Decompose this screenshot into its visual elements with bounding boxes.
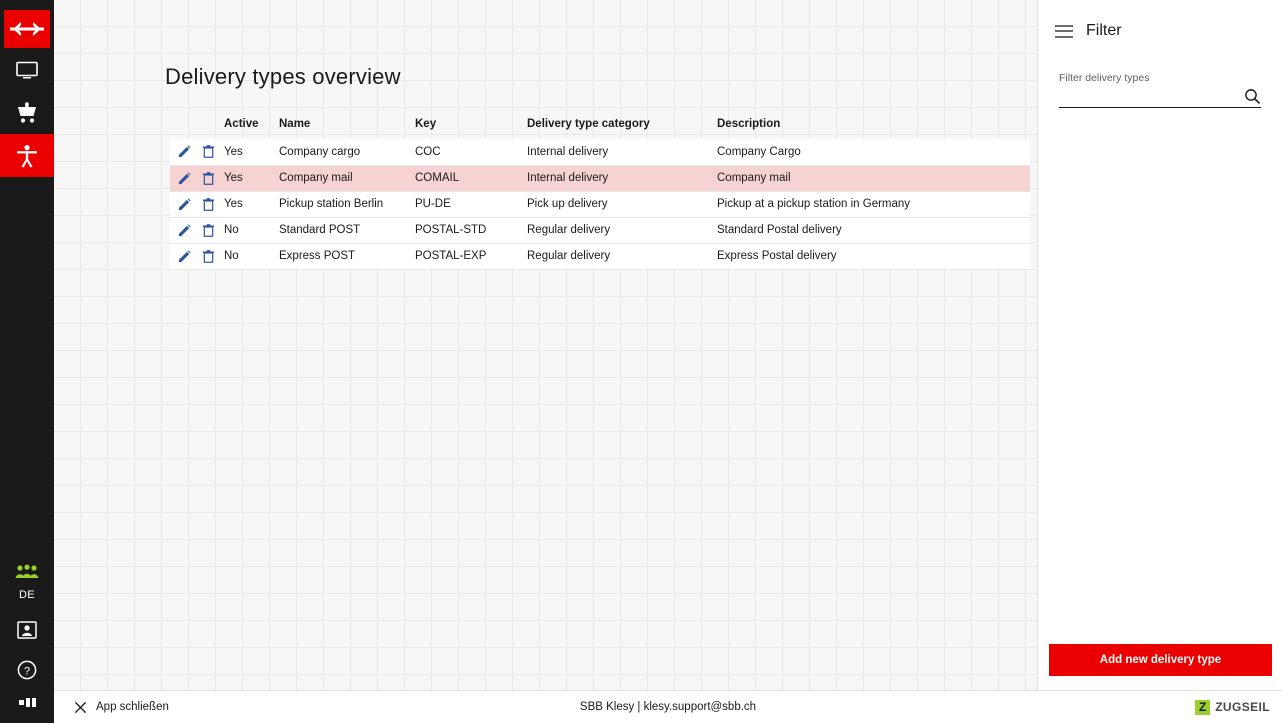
table-row[interactable] <box>170 217 1030 243</box>
filter-header <box>1038 0 1282 40</box>
cell-description: Express Postal delivery <box>717 243 1030 269</box>
svg-text:?: ? <box>23 664 31 677</box>
sidebar-item-monitor[interactable] <box>0 48 54 91</box>
close-app-button[interactable] <box>74 701 169 714</box>
sidebar-item-cart[interactable] <box>0 91 54 134</box>
row-actions-cell <box>170 217 224 243</box>
cell-name: Company mail <box>279 165 415 191</box>
close-app-label: App schließen <box>96 701 169 713</box>
zugseil-brand <box>1195 700 1270 715</box>
sidebar-item-accessibility[interactable] <box>0 134 54 177</box>
cell-name: Pickup station Berlin <box>279 191 415 217</box>
cell-key: COMAIL <box>415 165 527 191</box>
column-header-category: Delivery type category <box>527 118 650 130</box>
edit-icon[interactable] <box>177 249 191 263</box>
cell-category: Regular delivery <box>527 243 717 269</box>
cell-description: Pickup at a pickup station in Germany <box>717 191 1030 217</box>
table-row[interactable] <box>170 243 1030 269</box>
footer-bar <box>54 690 1282 723</box>
cell-key: PU-DE <box>415 191 527 217</box>
row-actions-cell <box>170 191 224 217</box>
cell-key: POSTAL-STD <box>415 217 527 243</box>
monitor-icon <box>16 61 38 79</box>
cell-category: Pick up delivery <box>527 191 717 217</box>
cell-description: Standard Postal delivery <box>717 217 1030 243</box>
left-sidebar <box>0 0 54 723</box>
table-row[interactable] <box>170 191 1030 217</box>
more-dots-icon <box>19 696 36 708</box>
delete-icon[interactable] <box>201 249 215 263</box>
row-actions-cell <box>170 243 224 269</box>
table-body <box>170 139 1030 269</box>
cell-active: Yes <box>224 191 279 217</box>
table-row[interactable] <box>170 139 1030 165</box>
cell-key: POSTAL-EXP <box>415 243 527 269</box>
cell-active: No <box>224 217 279 243</box>
hamburger-icon[interactable] <box>1055 25 1073 38</box>
sidebar-item-people[interactable] <box>15 564 39 601</box>
search-input[interactable] <box>1059 89 1243 105</box>
language-label: DE <box>19 589 35 601</box>
delete-icon[interactable] <box>201 197 215 211</box>
cell-key: COC <box>415 139 527 165</box>
cell-description: Company Cargo <box>717 139 1030 165</box>
table-row[interactable] <box>170 165 1030 191</box>
sbb-logo[interactable] <box>4 10 50 48</box>
accessibility-icon <box>16 144 38 168</box>
delete-icon[interactable] <box>201 171 215 185</box>
filter-panel <box>1037 0 1282 690</box>
sidebar-item-more[interactable] <box>0 695 54 709</box>
column-header-description: Description <box>717 118 781 130</box>
column-header-active: Active <box>224 118 259 130</box>
table-header <box>170 118 1030 139</box>
cell-category: Internal delivery <box>527 139 717 165</box>
edit-icon[interactable] <box>177 145 191 159</box>
delete-icon[interactable] <box>201 223 215 237</box>
cell-category: Internal delivery <box>527 165 717 191</box>
cell-active: Yes <box>224 139 279 165</box>
delete-icon[interactable] <box>201 145 215 159</box>
sidebar-bottom-group <box>0 564 54 723</box>
cell-active: Yes <box>224 165 279 191</box>
column-header-actions <box>170 118 224 139</box>
search-icon[interactable] <box>1243 88 1261 106</box>
close-icon <box>74 701 87 714</box>
zugseil-label: ZUGSEIL <box>1215 700 1270 714</box>
cell-name: Company cargo <box>279 139 415 165</box>
edit-icon[interactable] <box>177 223 191 237</box>
main-canvas <box>54 0 1282 690</box>
column-header-name: Name <box>279 118 311 130</box>
cell-category: Regular delivery <box>527 217 717 243</box>
column-header-key: Key <box>415 118 437 130</box>
filter-field-label: Filter delivery types <box>1059 72 1150 84</box>
filter-title: Filter <box>1086 22 1122 39</box>
cell-active: No <box>224 243 279 269</box>
edit-icon[interactable] <box>177 197 191 211</box>
zugseil-logo-icon: Z <box>1195 700 1210 715</box>
page-title: Delivery types overview <box>165 64 401 89</box>
id-card-icon <box>17 621 37 644</box>
help-icon <box>17 660 37 685</box>
people-icon <box>15 564 39 585</box>
add-new-delivery-type-button[interactable]: Add new delivery type <box>1049 644 1272 676</box>
delivery-types-table <box>170 118 1030 269</box>
sidebar-item-id-card[interactable] <box>0 615 54 649</box>
delivery-types-table-wrap <box>170 118 1030 269</box>
cell-name: Express POST <box>279 243 415 269</box>
cart-icon <box>15 102 39 124</box>
sidebar-item-help[interactable] <box>0 655 54 689</box>
edit-icon[interactable] <box>177 171 191 185</box>
row-actions-cell <box>170 139 224 165</box>
cell-name: Standard POST <box>279 217 415 243</box>
footer-support-text: SBB Klesy | klesy.support@sbb.ch <box>579 701 757 713</box>
filter-search-row <box>1059 86 1261 108</box>
cell-description: Company mail <box>717 165 1030 191</box>
row-actions-cell <box>170 165 224 191</box>
